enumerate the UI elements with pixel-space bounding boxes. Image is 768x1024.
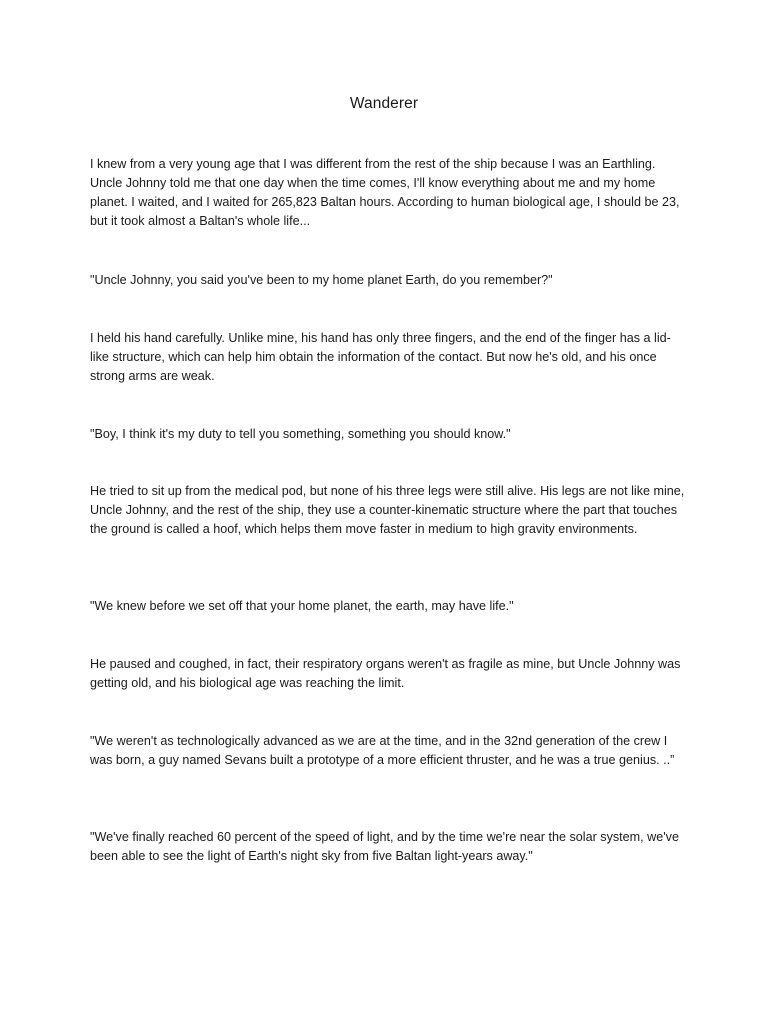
- paragraph-2: "Uncle Johnny, you said you've been to my home planet Earth, do you remember?": [90, 273, 553, 287]
- paragraph-5: He tried to sit up from the medical pod, but none of his three legs were still alive. His legs are not like mine, Uncle Johnny, and the rest of the ship, they use a counter-kinematic structure where the part that touches the ground is called a hoof, which helps them move faster in medium to high gravity environments.: [90, 484, 685, 536]
- paragraph-8: "We weren't as technologically advanced as we are at the time, and in the 32nd generation of the crew I was born, a guy named Sevans built a prototype of a more efficient thruster, and he was a true genius. ..”: [90, 734, 675, 767]
- paragraph-3: I held his hand carefully. Unlike mine, his hand has only three fingers, and the end of the finger has a lid-like structure, which can help him obtain the information of the contact. But now he's old, and his once strong arms are weak.: [90, 331, 671, 383]
- paragraph-9: "We've finally reached 60 percent of the speed of light, and by the time we're near the solar system, we've been able to see the light of Earth's night sky from five Baltan light-years away.": [90, 830, 679, 863]
- paragraph-7: He paused and coughed, in fact, their respiratory organs weren't as fragile as mine, but Uncle Johnny was getting old, and his biological age was reaching the limit.: [90, 657, 681, 690]
- paragraph-6: "We knew before we set off that your home planet, the earth, may have life.": [90, 599, 514, 613]
- document-title: Wanderer: [349, 95, 419, 112]
- paragraph-4: "Boy, I think it's my duty to tell you something, something you should know.": [90, 427, 511, 441]
- paragraph-1: I knew from a very young age that I was different from the rest of the ship because I was an Earthling. Uncle Johnny told me that one day when the time comes, I'll know everything about me and my home planet. I waited, and I waited for 265,823 Baltan hours. According to human biological age, I should be 23, but it took almost a Baltan's whole life...: [90, 157, 680, 228]
